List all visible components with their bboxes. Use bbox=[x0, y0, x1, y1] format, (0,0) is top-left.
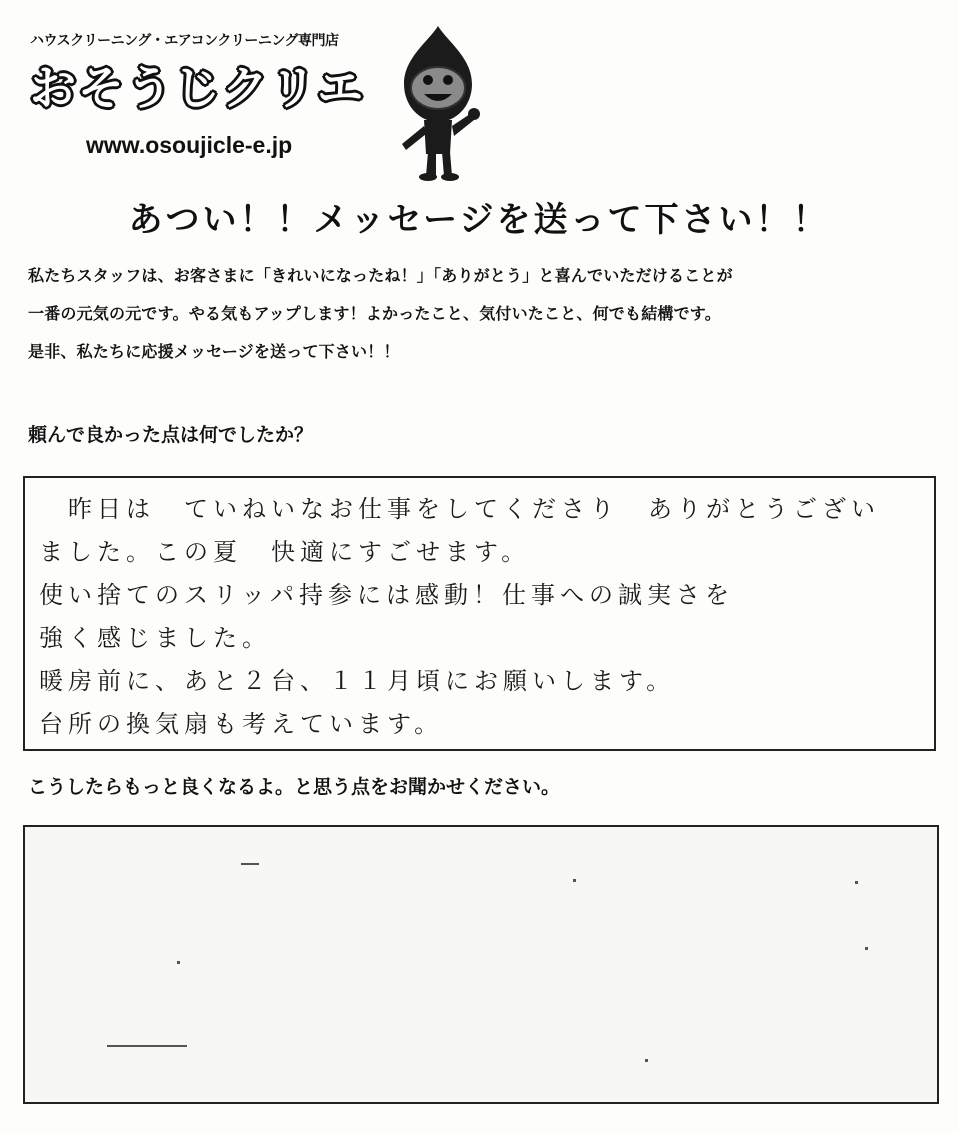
intro-line: 私たちスタッフは、お客さまに「きれいになったね！」「ありがとう」と喜んでいただけることが bbox=[28, 266, 733, 285]
answer-line: 使い捨てのスリッパ持参には感動！仕事への誠実さを bbox=[39, 581, 735, 609]
scan-speck bbox=[865, 947, 868, 950]
intro-text bbox=[28, 262, 938, 376]
intro-line: 一番の元気の元です。やる気もアップします！よかったこと、気付いたこと、何でも結構です。 bbox=[28, 304, 721, 323]
question-good-points-label: 頼んで良かった点は何でしたか？ bbox=[28, 424, 314, 446]
good-points-answer-box[interactable] bbox=[23, 476, 936, 751]
scan-speck bbox=[573, 879, 576, 882]
scan-speck bbox=[241, 863, 259, 865]
improvements-answer-box[interactable] bbox=[23, 825, 939, 1104]
scan-speck bbox=[177, 961, 180, 964]
scan-speck bbox=[855, 881, 858, 884]
water-drop-mascot-icon bbox=[388, 22, 488, 182]
brand-logo: おそうじクリエ bbox=[30, 61, 366, 115]
answer-line: 台所の換気扇も考えています。 bbox=[39, 710, 444, 738]
scan-speck bbox=[107, 1045, 187, 1047]
answer-line: 昨日は ていねいなお仕事をしてくださり ありがとうござい bbox=[39, 495, 880, 523]
answer-line: 暖房前に、あと２台、１１月頃にお願いします。 bbox=[39, 667, 676, 695]
intro-line: 是非、私たちに応援メッセージを送って下さい！！ bbox=[28, 342, 400, 361]
answer-line: 強く感じました。 bbox=[39, 624, 271, 652]
page-title: あつい！！メッセージを送って下さい！！ bbox=[128, 200, 830, 240]
store-tagline: ハウスクリーニング・エアコンクリーニング専門店 bbox=[30, 33, 339, 49]
scan-speck bbox=[645, 1059, 648, 1062]
handwritten-answer bbox=[39, 488, 924, 746]
question-improvements-label: こうしたらもっと良くなるよ。と思う点をお聞かせください。 bbox=[28, 776, 561, 798]
answer-line: ました。この夏 快適にすごせます。 bbox=[39, 538, 531, 566]
website-url[interactable]: www.osoujicle-e.jp bbox=[86, 132, 293, 158]
